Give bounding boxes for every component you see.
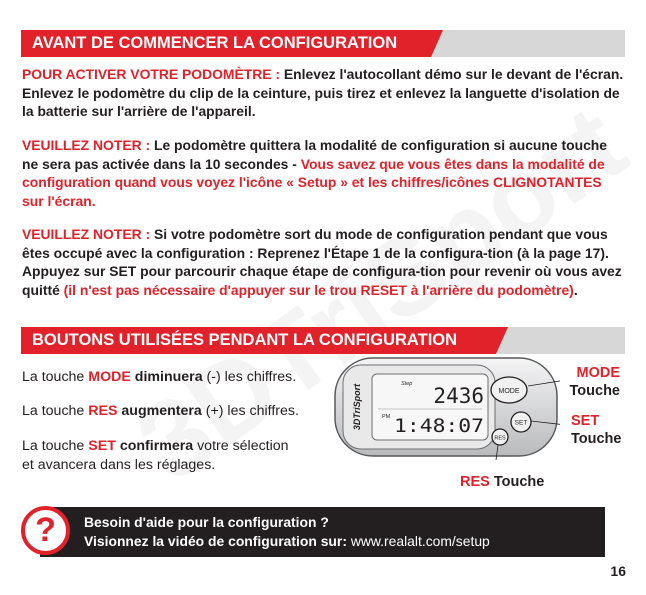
activate-label: POUR ACTIVER VOTRE PODOMÈTRE :: [22, 66, 281, 82]
res-action: augmentera: [121, 403, 202, 419]
set-action: confirmera: [119, 438, 194, 454]
res-touche-key: RES: [460, 474, 490, 490]
note-exit-text: Si votre podomètre sort du mode de configuration pendant que vous êtes occupé avec la configuration : Reprenez l'Étape 1 de la configura-tion (à la page 17). Appuyez sur SET pour parcourir chaque étape de configura-tion pour revenir où vous avez quitté: [22, 226, 622, 298]
mode-action: diminuera: [134, 369, 203, 385]
screen-pm-label: PM: [382, 414, 391, 420]
section2-banner-bg: [497, 327, 625, 354]
res-button-label: RES: [494, 435, 506, 442]
activate-text: Enlevez l'autocollant démo sur le devant de l'écran. Enlevez le podomètre du clip de la ceinture, puis tirez et enlevez la languette d'isolation de la batterie sur l'arrière de l'appareil.: [22, 66, 624, 120]
mode-touche-label: [560, 364, 620, 400]
help-bar: [40, 507, 605, 557]
mode-key: MODE: [88, 369, 131, 385]
note-timeout-text: Le podomètre quittera la modalité de configuration si aucune touche ne sera pas activée dans la 10 secondes -: [22, 137, 608, 172]
screen-steps: 2436: [433, 384, 484, 408]
section1-banner-bg: [430, 30, 625, 57]
set-touche-key: SET: [571, 413, 600, 429]
res-key: RES: [88, 403, 118, 419]
set-line2: et avancera dans les réglages.: [22, 457, 216, 473]
note-exit-end: .: [573, 281, 578, 298]
note-timeout-paragraph: [22, 136, 626, 210]
page-number: 16: [610, 563, 626, 579]
set-touche-label: [560, 412, 620, 448]
mode-suffix: (-) les chiffres.: [202, 369, 297, 385]
res-touche-word: Touche: [493, 474, 545, 490]
res-suffix: (+) les chiffres.: [201, 403, 299, 419]
mode-description: [22, 368, 296, 387]
section1-banner: [21, 30, 431, 57]
section2-banner: [21, 327, 496, 354]
mode-prefix: La touche: [22, 369, 89, 385]
pedometer-illustration: [330, 352, 560, 462]
mode-touche-word: Touche: [569, 383, 620, 399]
note-exit-paragraph: [22, 225, 626, 299]
set-key: SET: [88, 438, 116, 454]
help-line2: [84, 532, 605, 551]
help-url-link[interactable]: www.realalt.com/setup: [350, 533, 490, 549]
mode-touche-key: MODE: [576, 365, 620, 381]
res-description: [22, 402, 299, 421]
res-touche-label: [460, 473, 546, 491]
set-suffix: votre sélection: [193, 438, 289, 454]
set-button-label: SET: [514, 419, 528, 427]
set-prefix: La touche: [22, 438, 89, 454]
screen-step-label: Step: [401, 381, 413, 387]
set-description: [22, 437, 289, 475]
mode-button-label: MODE: [498, 388, 520, 395]
set-touche-word: Touche: [571, 431, 622, 447]
res-prefix: La touche: [22, 403, 89, 419]
note-exit-label: VEUILLEZ NOTER :: [22, 226, 151, 242]
section1-title: AVANT DE COMMENCER LA CONFIGURATION: [32, 34, 398, 52]
note-timeout-label: VEUILLEZ NOTER :: [22, 137, 151, 153]
note-exit-red-text: (il n'est pas nécessaire d'appuyer sur le trou RESET à l'arrière du podomètre): [63, 281, 574, 298]
screen-time: 1:48:07: [394, 415, 484, 437]
help-line2-colon: :: [342, 533, 351, 549]
pedometer-brand: 3DTriSport: [352, 383, 362, 431]
help-line2-label: Visionnez la vidéo de configuration sur: [84, 533, 343, 549]
help-question-icon: ?: [21, 506, 70, 555]
note-timeout-red-text: Vous savez que vous êtes dans la modalité de configuration quand vous voyez l'icône « Setup » et les chiffres/icônes CLIGNOTANTES sur l'écran.: [22, 155, 605, 209]
activate-paragraph: [22, 65, 626, 121]
help-line1: Besoin d'aide pour la configuration ?: [84, 514, 329, 530]
section2-title: BOUTONS UTILISÉES PENDANT LA CONFIGURATION: [32, 331, 458, 349]
